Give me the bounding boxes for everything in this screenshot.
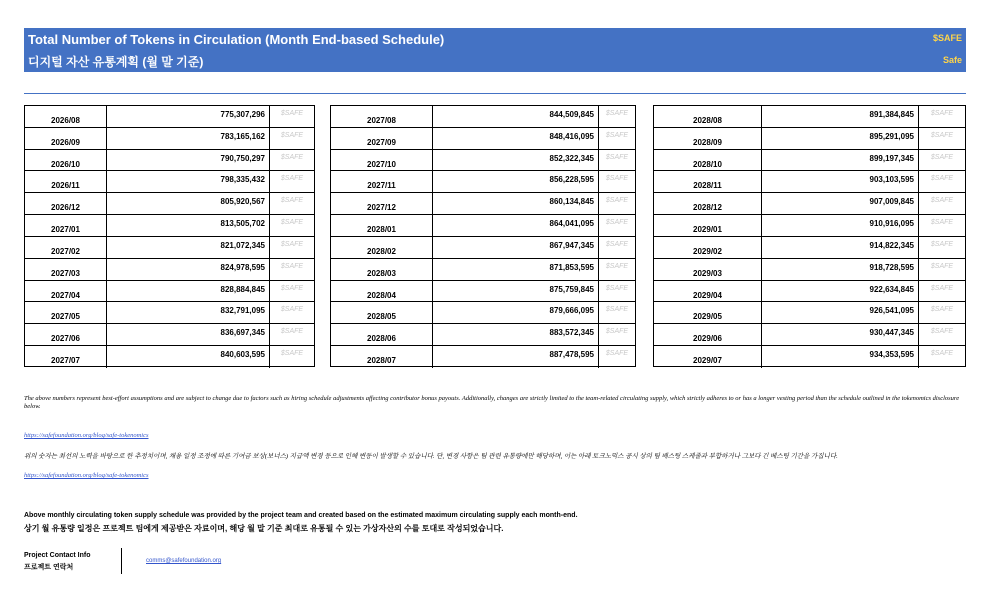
table-row <box>25 259 314 281</box>
unit-cell: $SAFE <box>930 328 954 336</box>
table-row <box>654 324 965 346</box>
unit-cell: $SAFE <box>605 328 629 336</box>
month-cell: 2026/08 <box>25 106 107 127</box>
supply-amount-cell: 824,978,595 <box>107 259 270 280</box>
supply-amount-cell: 832,791,095 <box>107 302 270 323</box>
supply-amount-cell: 934,353,595 <box>762 346 919 368</box>
token-name: Safe <box>942 55 962 65</box>
supply-amount-cell: 860,134,845 <box>433 193 599 214</box>
month-cell: 2029/02 <box>654 237 762 258</box>
disclaimer-ko: 위의 숫자는 최선의 노력을 바탕으로 한 추정치이며, 채용 일정 조정에 따른 기여금 보상(보너스) 지급액 변경 등으로 인해 변동이 발생할 수 있습니다. 단, 변경 사항은 팀 관련 유통량에만 해당하며, 이는 아래 토크노믹스 공시 상의 팀 베스팅 스케줄과 부합하거나 그보다 긴 베스팅 기간을 가집니다. <box>24 453 838 460</box>
table-row <box>331 193 635 215</box>
title-en: Total Number of Tokens in Circulation (Month End-based Schedule) <box>28 32 445 47</box>
month-cell: 2029/03 <box>654 259 762 280</box>
supply-amount-cell: 836,697,345 <box>107 324 270 345</box>
month-cell: 2027/01 <box>25 215 107 236</box>
supply-amount-cell: 775,307,296 <box>107 106 270 127</box>
supply-amount-cell: 848,416,095 <box>433 128 599 149</box>
unit-cell: $SAFE <box>930 131 954 139</box>
table-row <box>331 215 635 237</box>
unit-cell: $SAFE <box>605 110 629 117</box>
unit-cell: $SAFE <box>605 131 629 139</box>
supply-amount-cell: 899,197,345 <box>762 150 919 171</box>
supply-amount-cell: 926,541,095 <box>762 302 919 323</box>
table-row <box>25 128 314 150</box>
table-row <box>331 171 635 193</box>
supply-amount-cell: 821,072,345 <box>107 237 270 258</box>
unit-cell: $SAFE <box>930 240 954 248</box>
month-cell: 2027/02 <box>25 237 107 258</box>
table-row <box>331 346 635 368</box>
table-row <box>331 150 635 172</box>
table-row <box>25 324 314 346</box>
unit-cell: $SAFE <box>280 240 304 248</box>
month-cell: 2028/03 <box>331 259 433 280</box>
supply-amount-cell: 805,920,567 <box>107 193 270 214</box>
table-row <box>331 302 635 324</box>
month-cell: 2027/07 <box>25 346 107 368</box>
report-header <box>24 28 966 72</box>
month-cell: 2028/04 <box>331 281 433 302</box>
contact-label-ko: 프로젝트 연락처 <box>24 564 74 571</box>
supply-table-block-2 <box>330 105 636 367</box>
table-row <box>654 106 965 128</box>
unit-cell: $SAFE <box>280 328 304 336</box>
month-cell: 2027/09 <box>331 128 433 149</box>
unit-cell: $SAFE <box>280 306 304 314</box>
table-row <box>25 302 314 324</box>
header-divider <box>24 93 966 94</box>
unit-cell: $SAFE <box>930 110 954 117</box>
supply-amount-cell: 852,322,345 <box>433 150 599 171</box>
month-cell: 2028/06 <box>331 324 433 345</box>
supply-amount-cell: 883,572,345 <box>433 324 599 345</box>
table-row <box>331 324 635 346</box>
unit-cell: $SAFE <box>605 219 629 227</box>
month-cell: 2027/05 <box>25 302 107 323</box>
contact-divider <box>121 548 122 574</box>
month-cell: 2027/03 <box>25 259 107 280</box>
unit-cell: $SAFE <box>930 153 954 161</box>
unit-cell: $SAFE <box>605 240 629 248</box>
supply-amount-cell: 844,509,845 <box>433 106 599 127</box>
month-cell: 2026/11 <box>25 171 107 192</box>
supply-amount-cell: 914,822,345 <box>762 237 919 258</box>
unit-cell: $SAFE <box>280 350 304 358</box>
unit-cell: $SAFE <box>930 262 954 270</box>
table-row <box>331 259 635 281</box>
table-row <box>25 281 314 303</box>
month-cell: 2029/04 <box>654 281 762 302</box>
month-cell: 2028/10 <box>654 150 762 171</box>
unit-cell: $SAFE <box>605 350 629 358</box>
month-cell: 2027/06 <box>25 324 107 345</box>
month-cell: 2029/07 <box>654 346 762 368</box>
token-ticker: $SAFE <box>932 33 962 43</box>
month-cell: 2027/12 <box>331 193 433 214</box>
month-cell: 2026/10 <box>25 150 107 171</box>
supply-amount-cell: 879,666,095 <box>433 302 599 323</box>
contact-label-en: Project Contact Info <box>24 552 91 559</box>
supply-amount-cell: 895,291,095 <box>762 128 919 149</box>
tokenomics-link-ko[interactable]: https://safefoundation.org/blog/safe-tokenomics <box>24 472 149 479</box>
month-cell: 2027/11 <box>331 171 433 192</box>
unit-cell: $SAFE <box>280 197 304 205</box>
month-cell: 2029/01 <box>654 215 762 236</box>
table-row <box>654 237 965 259</box>
table-row <box>331 281 635 303</box>
schedule-note-ko: 상기 월 유통량 일정은 프로젝트 팀에게 제공받은 자료이며, 해당 월 말 기준 최대로 유통될 수 있는 가상자산의 수를 토대로 작성되었습니다. <box>24 524 504 533</box>
supply-amount-cell: 918,728,595 <box>762 259 919 280</box>
table-row <box>25 150 314 172</box>
month-cell: 2028/12 <box>654 193 762 214</box>
tokenomics-link[interactable]: https://safefoundation.org/blog/safe-tokenomics <box>24 432 149 439</box>
table-row <box>654 150 965 172</box>
unit-cell: $SAFE <box>930 219 954 227</box>
supply-amount-cell: 864,041,095 <box>433 215 599 236</box>
table-row <box>654 302 965 324</box>
disclaimer-en: The above numbers represent best-effort assumptions and are subject to change due to factors such as hiring schedule adjustments affecting contributor bonus payouts. Additionally, changes are strictly limited to the team-related circulating supply, which strictly adheres to or has a longer vesting period than the schedule outlined in the tokenomics disclosure below. <box>24 395 960 410</box>
supply-amount-cell: 798,335,432 <box>107 171 270 192</box>
table-row <box>25 237 314 259</box>
contact-email-link[interactable]: comms@safefoundation.org <box>146 558 222 564</box>
table-row <box>654 215 965 237</box>
supply-amount-cell: 907,009,845 <box>762 193 919 214</box>
month-cell: 2029/06 <box>654 324 762 345</box>
supply-amount-cell: 922,634,845 <box>762 281 919 302</box>
month-cell: 2027/08 <box>331 106 433 127</box>
supply-amount-cell: 840,603,595 <box>107 346 270 368</box>
month-cell: 2028/05 <box>331 302 433 323</box>
unit-cell: $SAFE <box>930 350 954 358</box>
table-row <box>25 193 314 215</box>
unit-cell: $SAFE <box>280 131 304 139</box>
supply-amount-cell: 910,916,095 <box>762 215 919 236</box>
unit-cell: $SAFE <box>605 262 629 270</box>
month-cell: 2027/04 <box>25 281 107 302</box>
supply-amount-cell: 930,447,345 <box>762 324 919 345</box>
supply-amount-cell: 891,384,845 <box>762 106 919 127</box>
unit-cell: $SAFE <box>280 262 304 270</box>
unit-cell: $SAFE <box>280 153 304 161</box>
unit-cell: $SAFE <box>280 175 304 183</box>
unit-cell: $SAFE <box>930 284 954 292</box>
table-row <box>654 128 965 150</box>
supply-amount-cell: 875,759,845 <box>433 281 599 302</box>
supply-amount-cell: 783,165,162 <box>107 128 270 149</box>
supply-table-block-3 <box>653 105 966 367</box>
month-cell: 2026/09 <box>25 128 107 149</box>
supply-amount-cell: 813,505,702 <box>107 215 270 236</box>
unit-cell: $SAFE <box>605 306 629 314</box>
table-row <box>654 259 965 281</box>
unit-cell: $SAFE <box>280 110 304 117</box>
unit-cell: $SAFE <box>930 306 954 314</box>
table-row <box>654 193 965 215</box>
unit-cell: $SAFE <box>930 175 954 183</box>
month-cell: 2029/05 <box>654 302 762 323</box>
table-row <box>25 171 314 193</box>
table-row <box>331 237 635 259</box>
unit-cell: $SAFE <box>605 284 629 292</box>
title-ko: 디지털 자산 유통계획 (월 말 기준) <box>28 55 204 69</box>
unit-cell: $SAFE <box>605 175 629 183</box>
table-row <box>331 106 635 128</box>
month-cell: 2028/11 <box>654 171 762 192</box>
supply-amount-cell: 867,947,345 <box>433 237 599 258</box>
supply-amount-cell: 828,884,845 <box>107 281 270 302</box>
unit-cell: $SAFE <box>280 219 304 227</box>
unit-cell: $SAFE <box>280 284 304 292</box>
unit-cell: $SAFE <box>605 197 629 205</box>
month-cell: 2028/09 <box>654 128 762 149</box>
table-row <box>654 171 965 193</box>
month-cell: 2027/10 <box>331 150 433 171</box>
table-row <box>654 281 965 303</box>
month-cell: 2028/08 <box>654 106 762 127</box>
supply-amount-cell: 871,853,595 <box>433 259 599 280</box>
table-row <box>25 215 314 237</box>
supply-amount-cell: 856,228,595 <box>433 171 599 192</box>
month-cell: 2028/02 <box>331 237 433 258</box>
table-row <box>25 106 314 128</box>
table-row <box>331 128 635 150</box>
unit-cell: $SAFE <box>605 153 629 161</box>
month-cell: 2028/07 <box>331 346 433 368</box>
month-cell: 2028/01 <box>331 215 433 236</box>
schedule-note-en: Above monthly circulating token supply schedule was provided by the project team and created based on the estimated maximum circulating supply each month-end. <box>24 512 578 519</box>
supply-amount-cell: 790,750,297 <box>107 150 270 171</box>
table-row <box>654 346 965 368</box>
supply-table-block-1 <box>24 105 315 367</box>
month-cell: 2026/12 <box>25 193 107 214</box>
table-row <box>25 346 314 368</box>
supply-amount-cell: 887,478,595 <box>433 346 599 368</box>
supply-amount-cell: 903,103,595 <box>762 171 919 192</box>
unit-cell: $SAFE <box>930 197 954 205</box>
